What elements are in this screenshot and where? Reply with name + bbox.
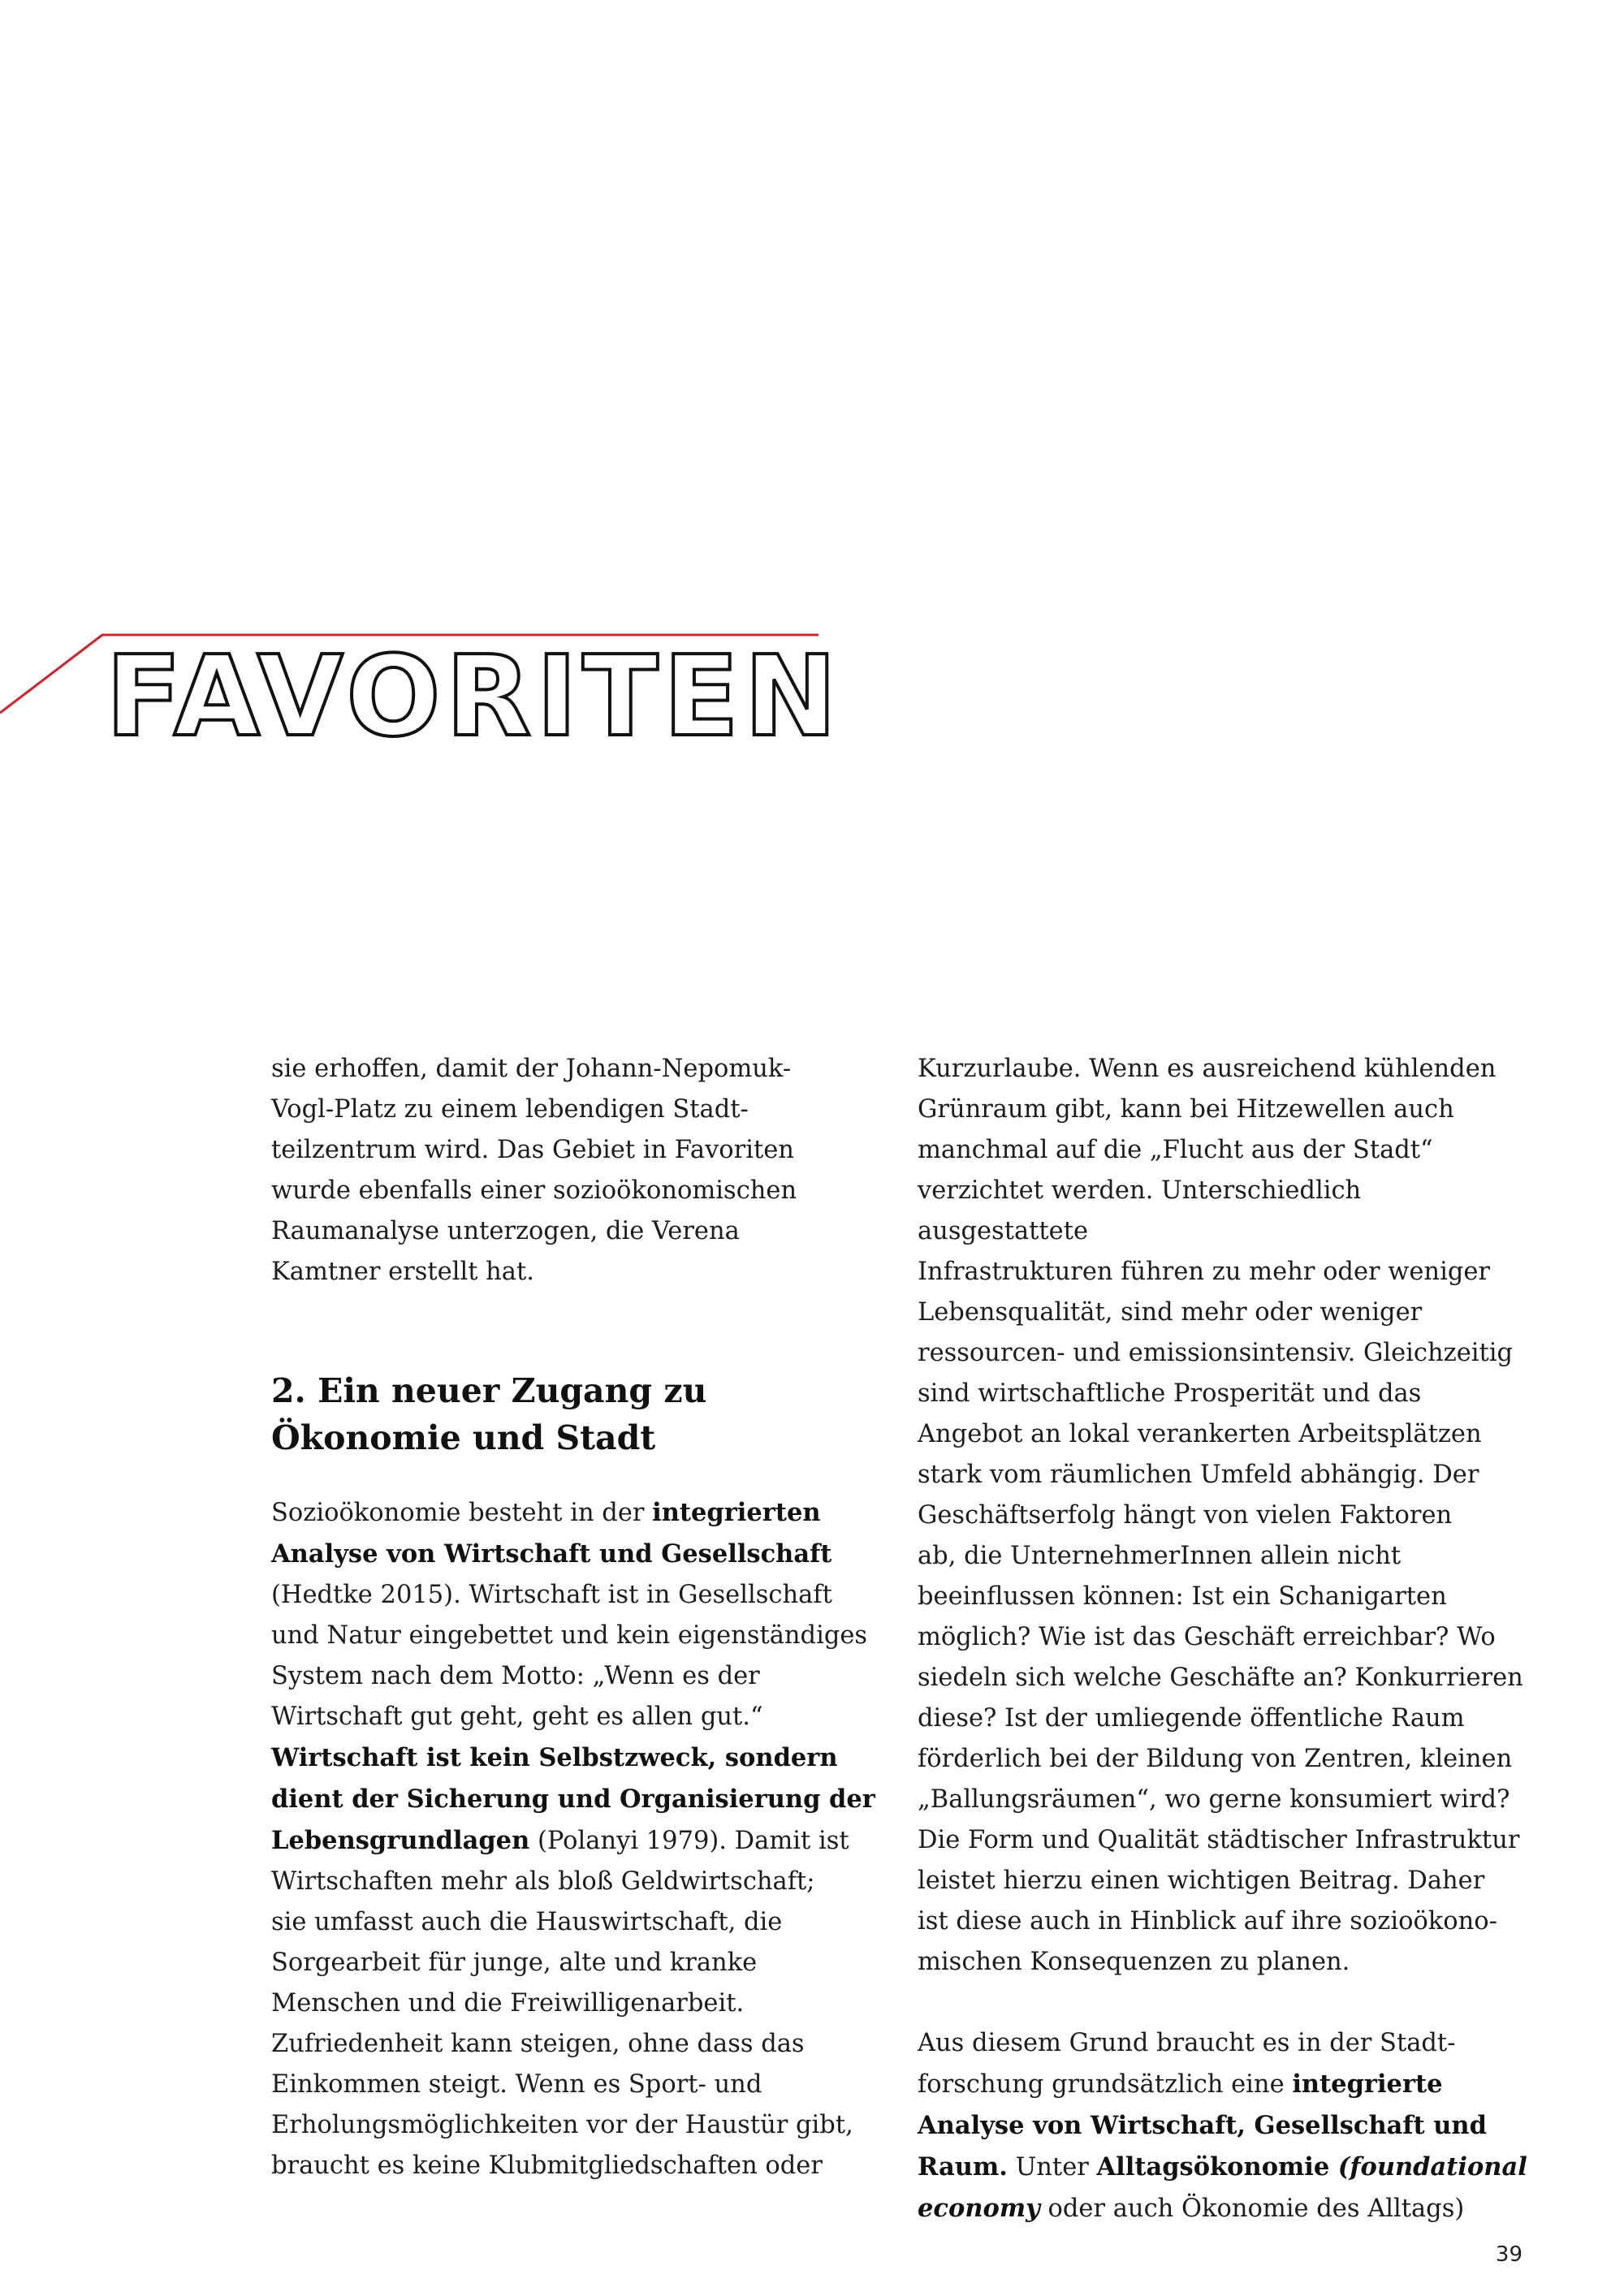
left-column: [271, 1049, 888, 2186]
text-line: sie umfasst auch die Hauswirtschaft, die: [271, 1908, 783, 1936]
text-line: Erholungsmöglichkeiten vor der Haustür gibt,: [271, 2111, 853, 2139]
heading-line: 2. Ein neuer Zugang zu: [271, 1371, 707, 1410]
text-line: System nach dem Motto: „Wenn es der: [271, 1662, 760, 1690]
emphasis: Alltagsökonomie: [1096, 2152, 1330, 2182]
emphasis: Analyse von Wirtschaft, Gesellschaft und: [918, 2111, 1487, 2140]
text-line: Geschäftserfolg hängt von vielen Faktoren: [918, 1501, 1453, 1530]
text-line: Grünraum gibt, kann bei Hitzewellen auch: [918, 1095, 1454, 1124]
text-line: Aus diesem Grund braucht es in der Stadt-: [918, 2029, 1456, 2057]
text-line: Infrastrukturen führen zu mehr oder weniger: [918, 1258, 1490, 1286]
text-line: Vogl-Platz zu einem lebendigen Stadt-: [271, 1095, 749, 1124]
text-line: Einkommen steigt. Wenn es Sport- und: [271, 2070, 762, 2099]
text-line: Die Form und Qualität städtischer Infrastruktur: [918, 1826, 1520, 1854]
text-line: Kamtner erstellt hat.: [271, 1258, 534, 1286]
text-line: teilzentrum wird. Das Gebiet in Favoriten: [271, 1136, 794, 1164]
text-line: beeinflussen können: Ist ein Schanigarten: [918, 1582, 1447, 1611]
text-line: manchmal auf die „Flucht aus der Stadt“: [918, 1136, 1433, 1164]
infrastructure-paragraph: [918, 1049, 1535, 1983]
text-line: Raumanalyse unterzogen, die Verena: [271, 1217, 740, 1245]
text-line: Sorgearbeit für junge, alte und kranke: [271, 1949, 758, 1977]
text-line: wurde ebenfalls einer sozioökonomischen: [271, 1176, 797, 1205]
text-line: „Ballungsräumen“, wo gerne konsumiert wird?: [918, 1785, 1510, 1814]
text-line: Zufriedenheit kann steigen, ohne dass das: [271, 2030, 805, 2058]
text-line: mischen Konsequenzen zu planen.: [918, 1948, 1350, 1976]
text-line: siedeln sich welche Geschäfte an? Konkurrieren: [918, 1664, 1523, 1692]
urban-research-paragraph: [918, 2023, 1535, 2229]
text-span: Sozioökonomie besteht in der: [271, 1499, 653, 1527]
text-line: möglich? Wie ist das Geschäft erreichbar? Wo: [918, 1623, 1496, 1651]
text-line: verzichtet werden. Unterschiedlich ausgestattete: [918, 1176, 1362, 1245]
text-line: ab, die UnternehmerInnen allein nicht: [918, 1542, 1402, 1570]
emphasis: Lebensgrundlagen: [271, 1826, 530, 1855]
emphasis: Analyse von Wirtschaft und Gesellschaft: [271, 1539, 832, 1569]
text-line: ist diese auch in Hinblick auf ihre sozioökono-: [918, 1907, 1497, 1936]
text-line: sind wirtschaftliche Prosperität und das: [918, 1379, 1422, 1408]
emphasis: integrierte: [1292, 2069, 1443, 2099]
text-line: und Natur eingebettet und kein eigenständiges: [271, 1621, 868, 1650]
chapter-title: FAVORITEN: [106, 632, 842, 762]
text-line: förderlich bei der Bildung von Zentren, kleinen: [918, 1745, 1513, 1773]
text-span: forschung grundsätzlich eine: [918, 2070, 1293, 2099]
intro-paragraph: [271, 1049, 888, 1293]
text-line: Wirtschaft gut geht, geht es allen gut.“: [271, 1703, 763, 1731]
emphasis-italic: (foundational: [1329, 2152, 1527, 2182]
text-line: stark vom räumlichen Umfeld abhängig. Der: [918, 1461, 1479, 1489]
text-line: Wirtschaften mehr als bloß Geldwirtschaft;: [271, 1867, 815, 1896]
emphasis: dient der Sicherung und Organisierung der: [271, 1785, 875, 1814]
text-line: Menschen und die Freiwilligenarbeit.: [271, 1989, 745, 2018]
emphasis: integrierten: [652, 1498, 821, 1527]
socioeconomics-paragraph: [271, 1492, 888, 2186]
emphasis: Wirtschaft ist kein Selbstzweck, sondern: [271, 1743, 838, 1772]
right-column: [918, 1049, 1535, 2229]
emphasis: Raum.: [918, 2152, 1008, 2182]
text-span: Unter: [1007, 2153, 1097, 2182]
emphasis-italic: economy: [918, 2194, 1040, 2223]
text-span: (Polanyi 1979). Damit ist: [529, 1827, 849, 1855]
text-line: diese? Ist der umliegende öffentliche Raum: [918, 1704, 1465, 1733]
text-line: (Hedtke 2015). Wirtschaft ist in Gesellschaft: [271, 1581, 832, 1609]
text-line: leistet hierzu einen wichtigen Beitrag. Daher: [918, 1867, 1485, 1895]
text-line: braucht es keine Klubmitgliedschaften oder: [271, 2151, 823, 2180]
page-number: 39: [1495, 2242, 1522, 2267]
text-line: Lebensqualität, sind mehr oder weniger: [918, 1298, 1423, 1327]
text-line: Kurzurlaube. Wenn es ausreichend kühlenden: [918, 1055, 1497, 1083]
section-heading: [271, 1367, 888, 1461]
text-line: Angebot an lokal verankerten Arbeitsplätzen: [918, 1420, 1482, 1448]
heading-line: Ökonomie und Stadt: [271, 1418, 656, 1457]
text-line: sie erhoffen, damit der Johann-Nepomuk-: [271, 1055, 792, 1083]
text-line: ressourcen- und emissionsintensiv. Gleichzeitig: [918, 1339, 1514, 1367]
text-span: oder auch Ökonomie des Alltags): [1039, 2195, 1465, 2223]
